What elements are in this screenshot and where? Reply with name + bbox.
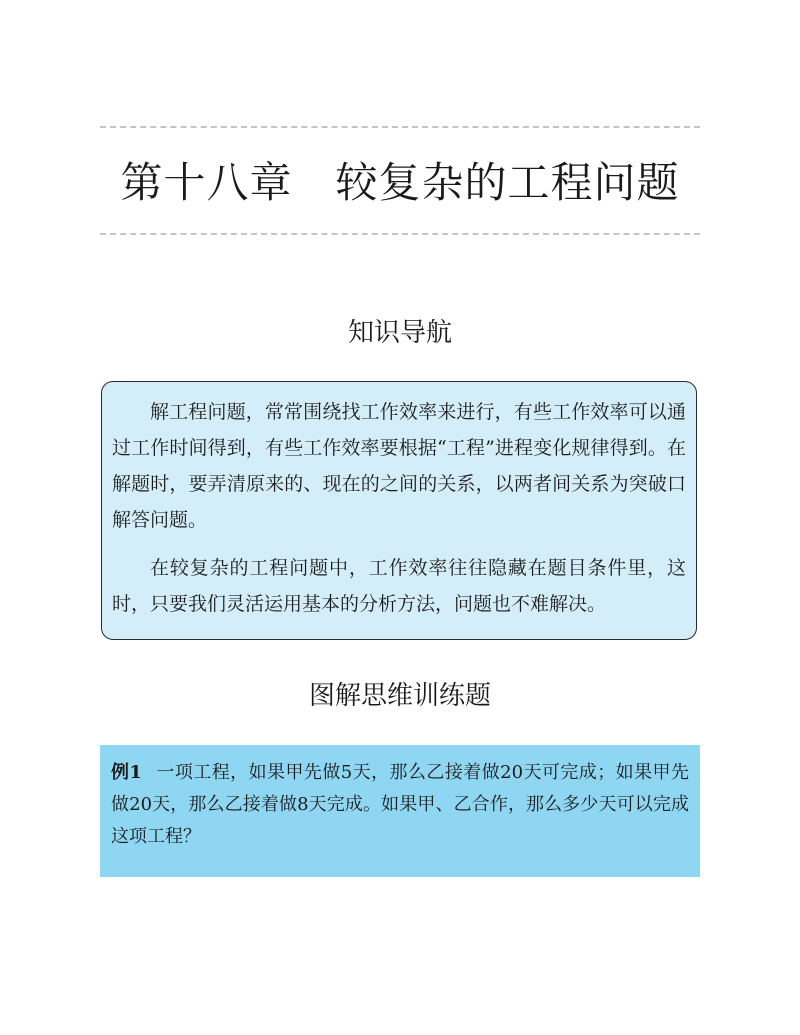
knowledge-box — [101, 381, 697, 640]
knowledge-paragraph-1: 解工程问题，常常围绕找工作效率来进行，有些工作效率可以通过工作时间得到，有些工作效率要根据“工程”进程变化规律得到。在解题时，要弄清原来的、现在的之间的关系，以两者间关系为突破口解答问题。 — [112, 401, 686, 531]
example-text: 一项工程，如果甲先做5天，那么乙接着做20天可完成；如果甲先做20天，那么乙接着做8天完成。如果甲、乙合作，那么多少天可以完成这项工程？ — [111, 762, 689, 847]
knowledge-heading: 知识导航 — [347, 318, 452, 348]
example-box — [100, 745, 700, 877]
bottom-dashed-divider — [100, 233, 700, 235]
practice-heading: 图解思维训练题 — [308, 681, 491, 711]
knowledge-paragraph-2: 在较复杂的工程问题中，工作效率往往隐藏在题目条件里，这时，只要我们灵活运用基本的分析方法，问题也不难解决。 — [112, 557, 686, 615]
top-dashed-divider — [100, 126, 700, 128]
chapter-title: 第十八章 较复杂的工程问题 — [120, 158, 680, 207]
example-problem — [111, 757, 689, 853]
example-label: 例1 — [111, 762, 142, 783]
